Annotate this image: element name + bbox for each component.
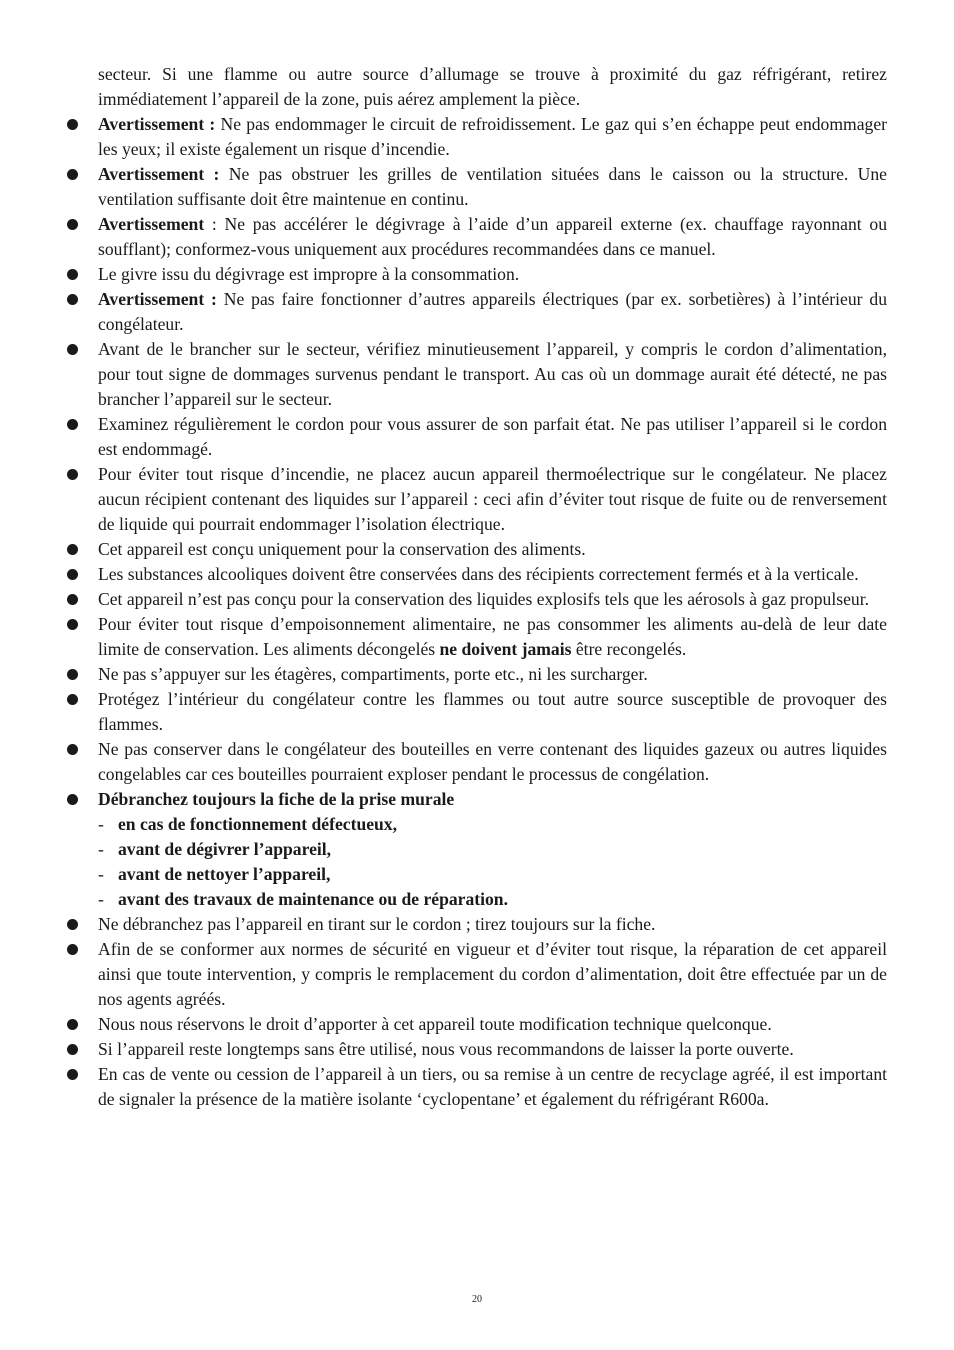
item-text: Pour éviter tout risque d’incendie, ne placez aucun appareil thermoélectrique sur le congélateur. Ne placez aucun récipient contenant des liquides sur l’appareil : ceci afin d’éviter tout risque de fuite ou de renversement de liquide qui pourrait endommager l’isolation électrique. [98, 464, 887, 534]
bullet-icon [67, 594, 78, 605]
bullet-icon [67, 419, 78, 430]
item-text: Nous nous réservons le droit d’apporter à cet appareil toute modification technique quelconque. [98, 1014, 772, 1034]
sub-list-item [98, 837, 887, 862]
item-text: Les substances alcooliques doivent être conservées dans des récipients correctement fermés et à la verticale. [98, 564, 859, 584]
item-text: Ne pas endommager le circuit de refroidissement. Le gaz qui s’en échappe peut endommager les yeux; il existe également un risque d’incendie. [98, 114, 887, 159]
warning-label: Avertissement : [98, 164, 220, 184]
bullet-icon [67, 744, 78, 755]
item-text: Avant de le brancher sur le secteur, vérifiez minutieusement l’appareil, y compris le cordon d’alimentation, pour tout signe de dommages survenus pendant le transport. Au cas où un dommage aurait été détecté, ne pas brancher l’appareil sur le secteur. [98, 339, 887, 409]
list-item [98, 612, 887, 662]
list-item [98, 162, 887, 212]
bullet-icon [67, 794, 78, 805]
list-item [98, 687, 887, 737]
sub-list-item [98, 887, 887, 912]
bullet-icon [67, 219, 78, 230]
item-text: être recongelés. [571, 639, 687, 659]
item-text: Pour éviter tout risque d’empoisonnement alimentaire, ne pas consommer les aliments au-delà de leur date limite de conservation. Les aliments décongelés [98, 614, 887, 659]
bullet-icon [67, 694, 78, 705]
list-item [98, 337, 887, 412]
item-text: Ne débranchez pas l’appareil en tirant sur le cordon ; tirez toujours sur la fiche. [98, 914, 656, 934]
bullet-icon [67, 669, 78, 680]
list-item [98, 737, 887, 787]
bullet-icon [67, 944, 78, 955]
bullet-icon [67, 169, 78, 180]
bullet-icon [67, 619, 78, 630]
list-item [98, 587, 887, 612]
list-item [98, 562, 887, 587]
dash-marker: - [98, 839, 104, 859]
warning-label: Avertissement : [98, 289, 217, 309]
page-content [98, 62, 887, 1112]
bullet-icon [67, 919, 78, 930]
bullet-icon [67, 569, 78, 580]
item-text: Cet appareil n’est pas conçu pour la conservation des liquides explosifs tels que les aérosols à gaz propulseur. [98, 589, 869, 609]
list-item [98, 787, 887, 812]
item-text: En cas de vente ou cession de l’appareil à un tiers, ou sa remise à un centre de recyclage agréé, il est important de signaler la présence de la matière isolante ‘cyclopentane’ et également du réfrigérant R600a. [98, 1064, 887, 1109]
item-text: Si l’appareil reste longtemps sans être utilisé, nous vous recommandons de laisser la porte ouverte. [98, 1039, 794, 1059]
sub-item-text: en cas de fonctionnement défectueux, [118, 814, 398, 834]
list-item [98, 412, 887, 462]
sub-item-text: avant des travaux de maintenance ou de réparation. [118, 889, 508, 909]
item-text: Ne pas obstruer les grilles de ventilation situées dans le caisson ou la structure. Une ventilation suffisante doit être maintenue en continu. [98, 164, 887, 209]
sub-list-item [98, 812, 887, 837]
list-item [98, 1037, 887, 1062]
list-item [98, 537, 887, 562]
sub-item-text: avant de dégivrer l’appareil, [118, 839, 332, 859]
item-text: : Ne pas accélérer le dégivrage à l’aide d’un appareil externe (ex. chauffage rayonnant ou soufflant); conformez-vous uniquement aux procédures recommandées dans ce manuel. [98, 214, 887, 259]
bullet-icon [67, 1069, 78, 1080]
list-item [98, 937, 887, 1012]
item-text: Le givre issu du dégivrage est impropre à la consommation. [98, 264, 520, 284]
dash-marker: - [98, 889, 104, 909]
item-text: Ne pas conserver dans le congélateur des bouteilles en verre contenant des liquides gazeux ou autres liquides congelables car ces bouteilles pourraient exploser pendant le processus de congélation. [98, 739, 887, 784]
list-item [98, 912, 887, 937]
bullet-icon [67, 344, 78, 355]
list-item [98, 212, 887, 262]
emphasis-text: ne doivent jamais [439, 639, 572, 659]
dash-marker: - [98, 814, 104, 834]
page-number: 20 [472, 1294, 482, 1305]
unplug-heading: Débranchez toujours la fiche de la prise murale [98, 789, 455, 809]
intro-paragraph: secteur. Si une flamme ou autre source d’allumage se trouve à proximité du gaz réfrigérant, retirez immédiatement l’appareil de la zone, puis aérez amplement la pièce. [98, 64, 887, 109]
bullet-icon [67, 1044, 78, 1055]
bullet-icon [67, 294, 78, 305]
bullet-icon [67, 1019, 78, 1030]
item-text: Protégez l’intérieur du congélateur contre les flammes ou tout autre source susceptible de provoquer des flammes. [98, 689, 887, 734]
list-item [98, 112, 887, 162]
bullet-icon [67, 269, 78, 280]
warning-label: Avertissement : [98, 114, 216, 134]
item-text: Examinez régulièrement le cordon pour vous assurer de son parfait état. Ne pas utiliser l’appareil si le cordon est endommagé. [98, 414, 887, 459]
item-text: Cet appareil est conçu uniquement pour la conservation des aliments. [98, 539, 586, 559]
list-item [98, 262, 887, 287]
sub-item-text: avant de nettoyer l’appareil, [118, 864, 331, 884]
list-item [98, 1012, 887, 1037]
list-item [98, 662, 887, 687]
list-item [98, 462, 887, 537]
bullet-icon [67, 469, 78, 480]
list-item [98, 1062, 887, 1112]
bullet-icon [67, 544, 78, 555]
list-item [98, 287, 887, 337]
item-text: Ne pas faire fonctionner d’autres appareils électriques (par ex. sorbetières) à l’intérieur du congélateur. [98, 289, 887, 334]
item-text: Afin de se conformer aux normes de sécurité en vigueur et d’éviter tout risque, la réparation de cet appareil ainsi que toute intervention, y compris le remplacement du cordon d’alimentation, doit être effectuée par un de nos agents agréés. [98, 939, 887, 1009]
warning-label: Avertissement [98, 214, 205, 234]
bullet-icon [67, 119, 78, 130]
dash-marker: - [98, 864, 104, 884]
item-text: Ne pas s’appuyer sur les étagères, compartiments, porte etc., ni les surcharger. [98, 664, 648, 684]
sub-list-item [98, 862, 887, 887]
